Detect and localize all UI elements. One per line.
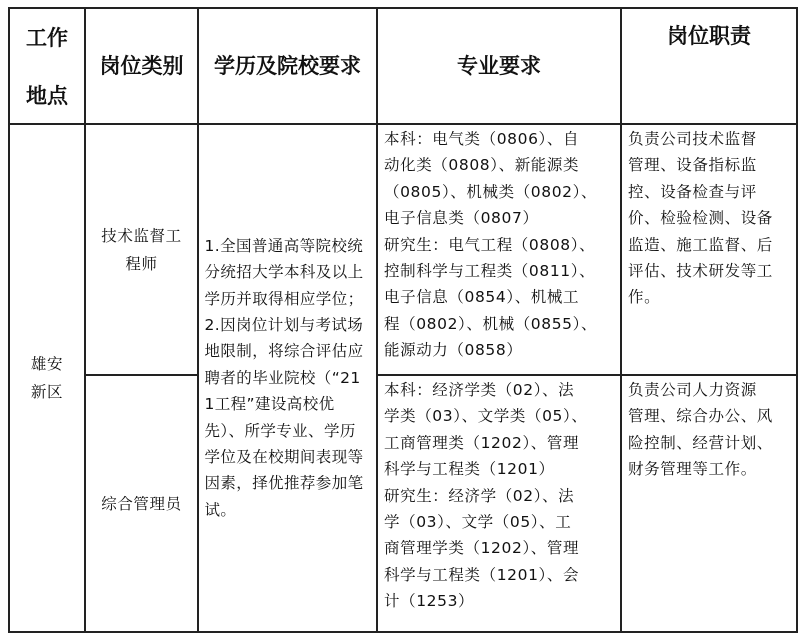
- duty-line: 管理、综合办公、风: [628, 407, 773, 426]
- table-right-border: [796, 7, 798, 633]
- major-line: 本科：经济学类（02）、法: [384, 381, 575, 399]
- header-education: 学历及院校要求: [214, 54, 361, 78]
- major-cell: [384, 126, 620, 364]
- duty-line: 控、设备检查与评: [628, 182, 757, 201]
- category-cell: [86, 125, 197, 374]
- duty-cell: [628, 377, 796, 483]
- category-cell: [86, 376, 197, 631]
- duty-line: 作。: [628, 288, 661, 307]
- major-line: 学（03）、文学（05）、工: [384, 513, 572, 532]
- recruitment-table: [8, 7, 798, 633]
- major-line: 动化类（0808）、新能源类: [384, 156, 580, 175]
- major-line: （0805）、机械类（0802）、: [384, 182, 598, 201]
- major-line: 研究生：经济学（02）、法: [384, 486, 575, 505]
- row-divider: [376, 374, 798, 376]
- location-text: 雄安新区: [30, 355, 64, 401]
- header-location-line2: 地点: [26, 84, 68, 108]
- location-cell: [10, 125, 84, 631]
- category-text: 综合管理员: [101, 494, 182, 513]
- duty-line: 负责公司人力资源: [628, 381, 757, 399]
- duty-line: 财务管理等工作。: [628, 460, 757, 479]
- major-line: 控制科学与工程类（0811）、: [384, 262, 596, 281]
- major-line: 计（1253）: [384, 592, 475, 611]
- major-cell: [384, 377, 620, 615]
- col-divider: [620, 7, 622, 633]
- duty-line: 负责公司技术监督: [628, 130, 757, 148]
- duty-line: 险控制、经营计划、: [628, 433, 773, 452]
- duty-line: 监造、施工监督、后: [628, 235, 773, 254]
- major-line: 科学与工程类（1201）、会: [384, 565, 580, 584]
- header-location: [10, 9, 84, 123]
- major-line: 能源动力（0858）: [384, 341, 523, 360]
- duty-line: 管理、设备指标监: [628, 156, 757, 175]
- major-line: 学类（03）、文学类（05）、: [384, 407, 588, 426]
- major-line: 科学与工程类（1201）: [384, 460, 555, 479]
- major-line: 电子信息（0854）、机械工: [384, 288, 580, 307]
- major-line: 本科：电气类（0806）、自: [384, 130, 580, 148]
- education-cell: [199, 125, 376, 631]
- duty-line: 价、检验检测、设备: [628, 209, 773, 228]
- major-line: 研究生：电气工程（0808）、: [384, 235, 596, 254]
- header-duty: 岗位职责: [667, 24, 751, 48]
- major-line: 电子信息类（0807）: [384, 209, 539, 228]
- education-text: 1.全国普通高等院校统分统招大学本科及以上学历并取得相应学位；2.因岗位计划与考试场地限制，将综合评估应聘者的毕业院校（“211工程”建设高校优先）、所学专业、学历学位及在校期间表现等因素，择优推荐参加笔试。: [204, 236, 364, 519]
- header-category: 岗位类别: [99, 54, 184, 78]
- duty-cell: [628, 126, 796, 311]
- header-location-line1: 工作: [26, 26, 68, 50]
- duty-line: 评估、技术研发等工: [628, 262, 773, 281]
- major-line: 商管理学类（1202）、管理: [384, 539, 580, 558]
- category-text: 技术监督工程师: [101, 226, 182, 273]
- major-line: 工商管理类（1202）、管理: [384, 433, 580, 452]
- major-line: 程（0802）、机械（0855）、: [384, 314, 598, 333]
- table-bottom-border: [8, 631, 798, 633]
- header-major: 专业要求: [457, 54, 541, 78]
